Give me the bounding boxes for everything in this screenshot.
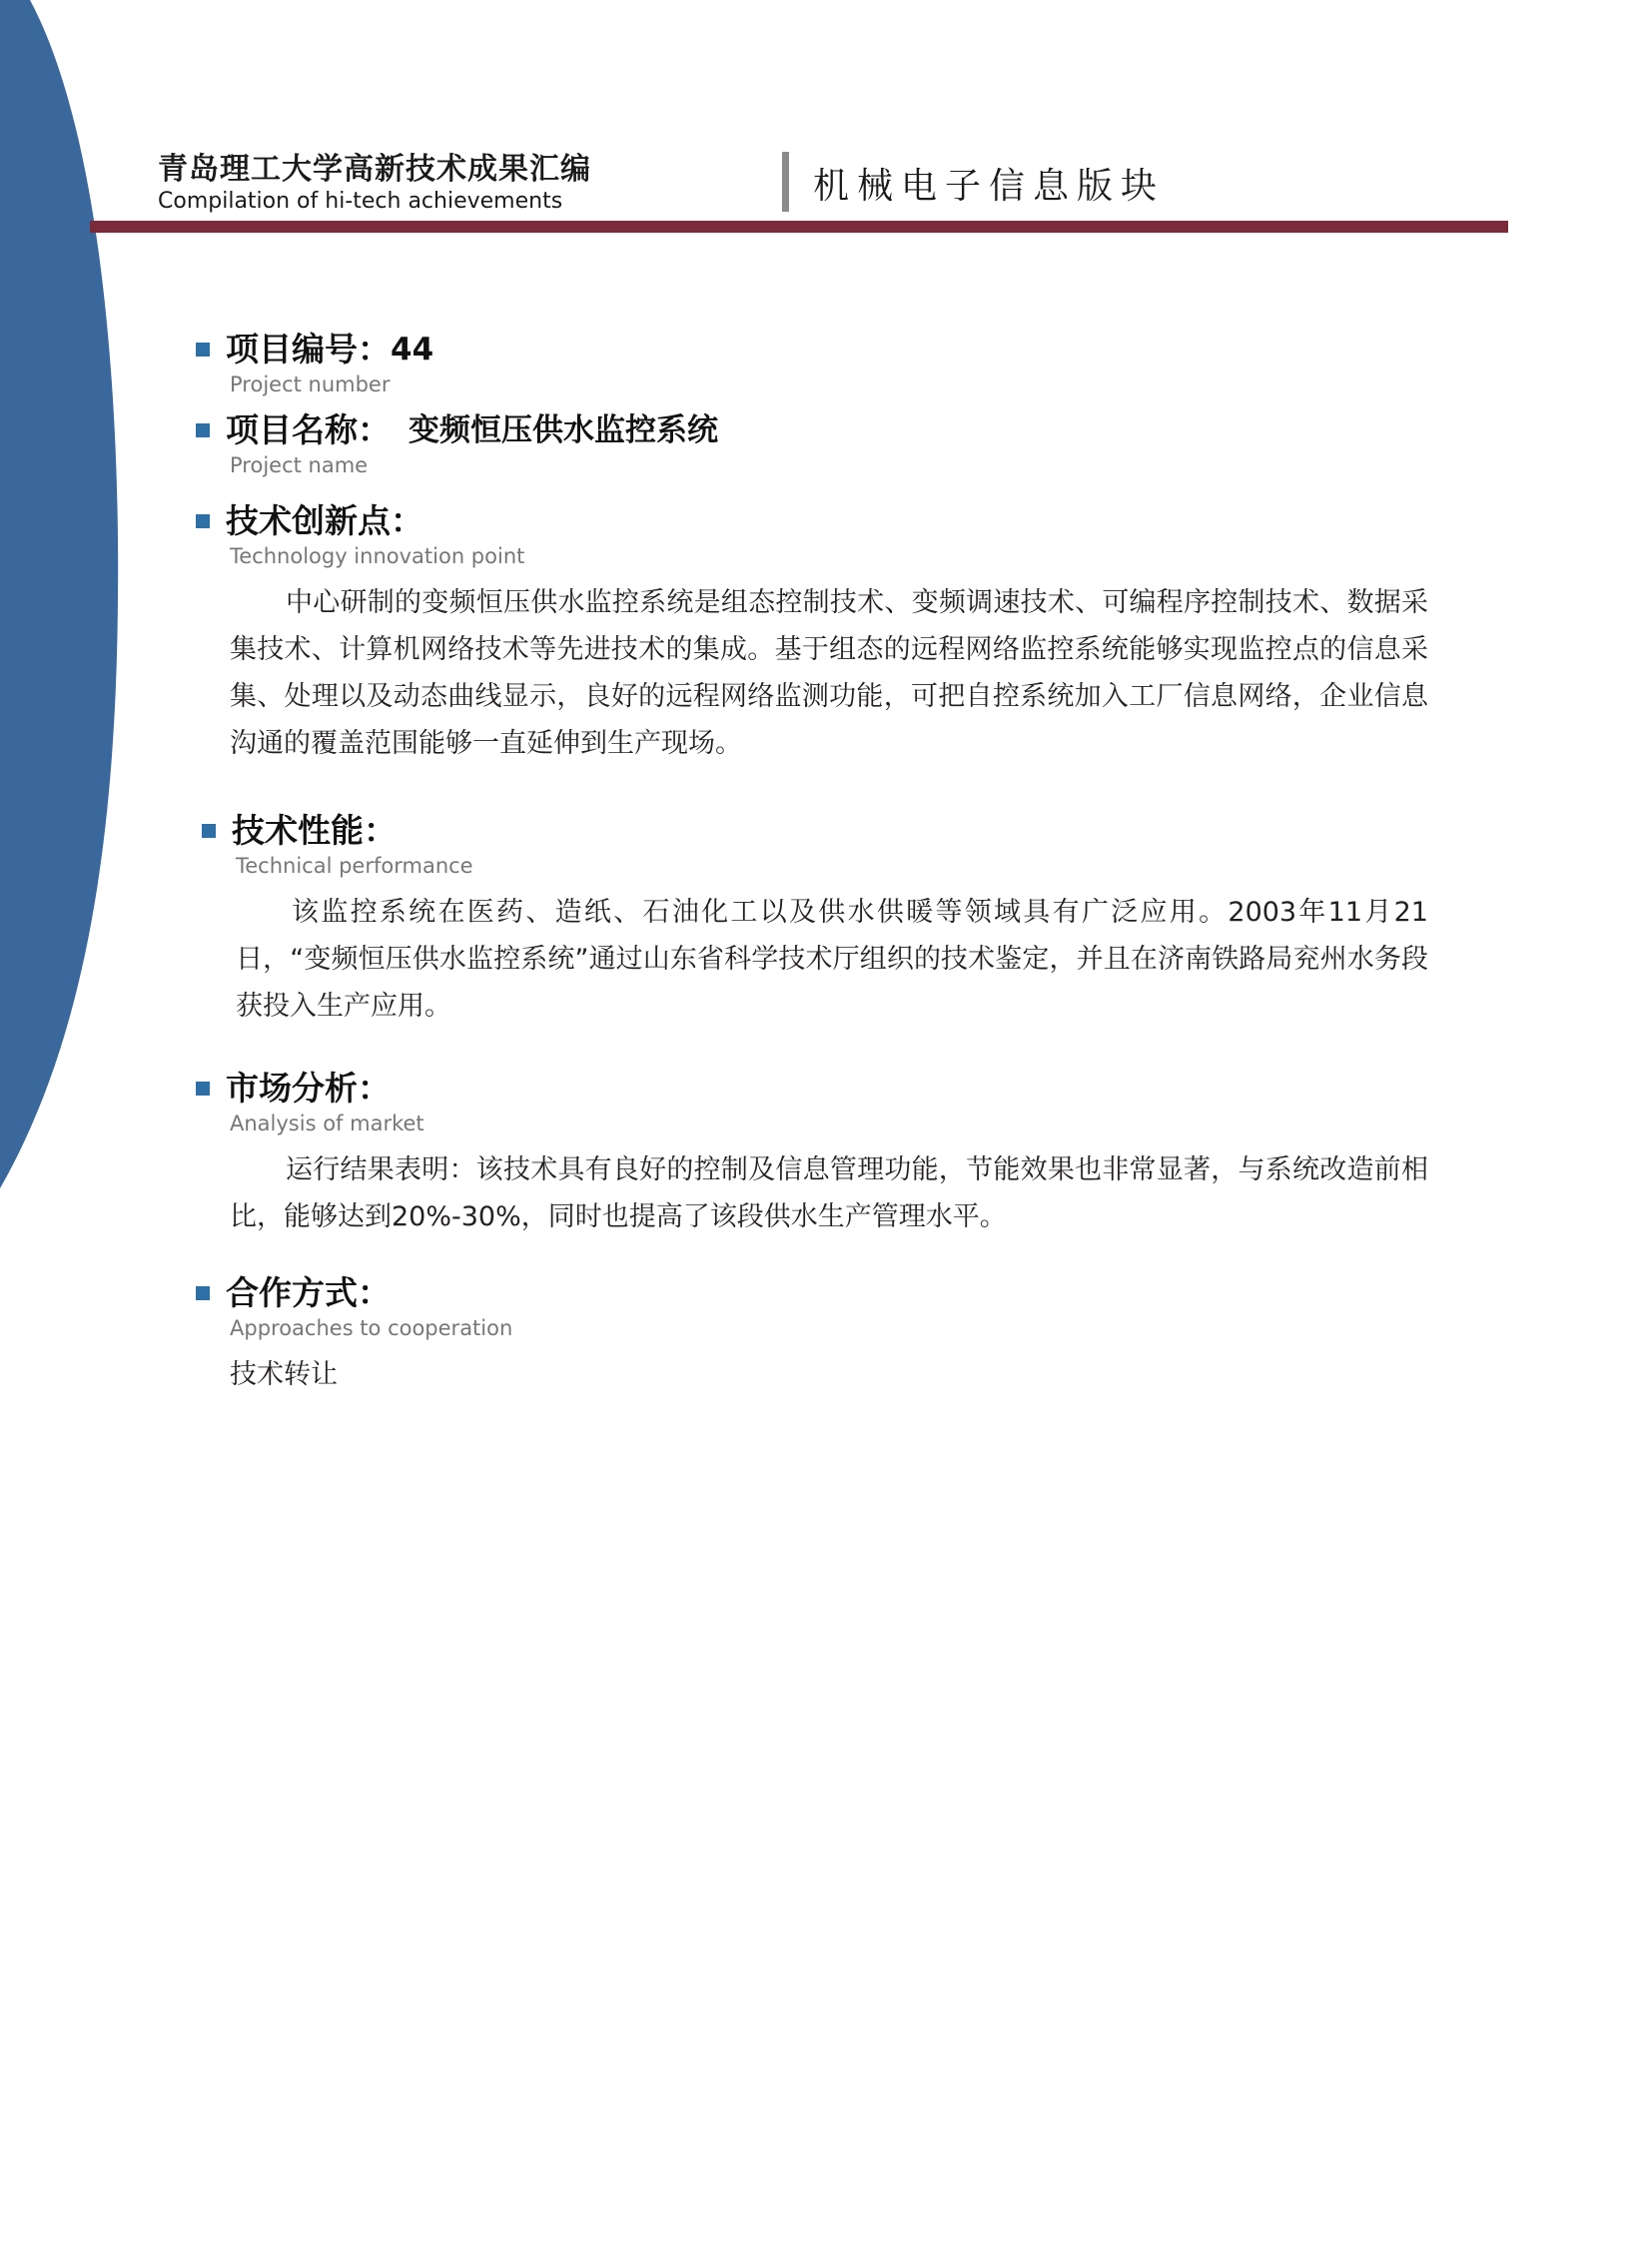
project-number-value: 44 <box>391 332 434 368</box>
square-bullet-icon <box>196 1082 210 1096</box>
decorative-side-arc <box>0 0 130 1198</box>
innovation-body: 中心研制的变频恒压供水监控系统是组态控制技术、变频调速技术、可编程序控制技术、数据采集技术、计算机网络技术等先进技术的集成。基于组态的远程网络监控系统能够实现监控点的信息采集、处理以及动态曲线显示，良好的远程网络监测功能，可把自控系统加入工厂信息网络，企业信息沟通的覆盖范围能够一直延伸到生产现场。 <box>230 587 1428 759</box>
project-name-section <box>196 410 718 480</box>
performance-body: 该监控系统在医药、造纸、石油化工以及供水供暖等领域具有广泛应用。2003年11月21日，“变频恒压供水监控系统”通过山东省科学技术厅组织的技术鉴定，并且在济南铁路局兖州水务段获投入生产应用。 <box>236 897 1428 1022</box>
market-section <box>196 1069 1428 1240</box>
market-heading <box>196 1069 1428 1109</box>
project-number-label: 项目编号： <box>226 330 391 369</box>
cooperation-label: 合作方式： <box>226 1273 391 1312</box>
performance-section <box>202 811 1428 1030</box>
market-subtitle: Analysis of market <box>230 1112 424 1135</box>
header-rule <box>90 221 1508 233</box>
innovation-label: 技术创新点： <box>226 501 423 540</box>
square-bullet-icon <box>196 423 210 437</box>
square-bullet-icon <box>202 824 216 838</box>
performance-label: 技术性能： <box>232 811 397 850</box>
square-bullet-icon <box>196 343 210 357</box>
project-number-heading <box>196 330 433 370</box>
innovation-subtitle: Technology innovation point <box>230 544 525 568</box>
performance-heading <box>202 811 1428 851</box>
project-number-subtitle: Project number <box>230 373 391 396</box>
project-name-value: 变频恒压供水监控系统 <box>409 412 718 448</box>
cooperation-subtitle: Approaches to cooperation <box>230 1316 513 1340</box>
market-body: 运行结果表明：该技术具有良好的控制及信息管理功能，节能效果也非常显著，与系统改造前相比，能够达到20%-30%，同时也提高了该段供水生产管理水平。 <box>230 1154 1428 1232</box>
publication-subtitle: Compilation of hi-tech achievements <box>158 189 563 214</box>
project-name-label: 项目名称： <box>226 410 391 449</box>
cooperation-body: 技术转让 <box>230 1359 338 1390</box>
header-divider <box>782 152 789 212</box>
square-bullet-icon <box>196 1286 210 1300</box>
market-label: 市场分析： <box>226 1069 391 1108</box>
publication-header <box>158 152 591 216</box>
publication-title: 青岛理工大学高新技术成果汇编 <box>158 152 591 187</box>
project-name-heading <box>196 410 718 450</box>
performance-subtitle: Technical performance <box>236 854 473 878</box>
project-name-subtitle: Project name <box>230 453 369 477</box>
section-category-title: 机械电子信息版块 <box>813 166 1166 207</box>
innovation-heading <box>196 501 1428 541</box>
project-number-section <box>196 330 433 399</box>
cooperation-heading <box>196 1273 1428 1313</box>
square-bullet-icon <box>196 514 210 528</box>
cooperation-section <box>196 1273 1428 1398</box>
innovation-section <box>196 501 1428 767</box>
